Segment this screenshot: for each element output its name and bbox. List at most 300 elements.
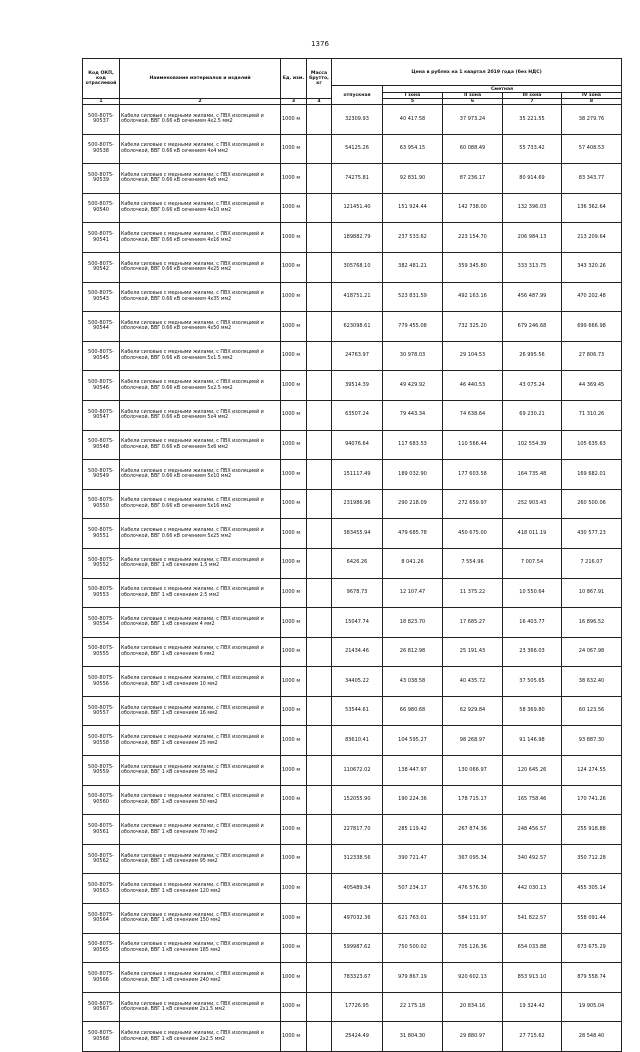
row-name: Кабели силовые с медными жилами, с ПВХ изоляцией и оболочкой, ВВГ 0.66 кВ сечением 5х25 мм2 <box>120 519 281 549</box>
row-unit: 1000 м <box>281 992 307 1022</box>
row-zone-3-price: 418 011.19 <box>503 519 562 549</box>
row-zone-1-price: 30 978.03 <box>383 341 443 371</box>
table-row <box>83 193 622 223</box>
row-release-price: 121451.40 <box>332 193 383 223</box>
row-zone-1-price: 621 763.01 <box>383 904 443 934</box>
row-unit: 1000 м <box>281 489 307 519</box>
row-zone-3-price: 340 492.57 <box>503 844 562 874</box>
row-zone-1-price: 237 533.62 <box>383 223 443 253</box>
header-price-group: Цена в рублях на 1 квартал 2019 года (без НДС) <box>332 59 622 86</box>
row-zone-1-price: 979 867.19 <box>383 963 443 993</box>
row-code: 500-8075-90544 <box>83 312 120 342</box>
row-unit: 1000 м <box>281 252 307 282</box>
header-estimate: Сметная <box>383 86 622 93</box>
row-unit: 1000 м <box>281 726 307 756</box>
table-row <box>83 992 622 1022</box>
row-release-price: 15047.74 <box>332 608 383 638</box>
row-zone-2-price: 110 566.44 <box>443 430 503 460</box>
row-release-price: 53544.61 <box>332 696 383 726</box>
row-release-price: 151117.49 <box>332 460 383 490</box>
row-code: 500-8075-90557 <box>83 696 120 726</box>
header-name: Наименование материалов и изделий <box>120 59 281 99</box>
row-code: 500-8075-90545 <box>83 341 120 371</box>
row-code: 500-8075-90565 <box>83 933 120 963</box>
table-row <box>83 223 622 253</box>
row-zone-4-price: 60 123.56 <box>562 696 622 726</box>
table-row <box>83 904 622 934</box>
row-code: 500-8075-90551 <box>83 519 120 549</box>
row-release-price: 6426.26 <box>332 548 383 578</box>
row-mass <box>307 608 332 638</box>
row-unit: 1000 м <box>281 578 307 608</box>
row-release-price: 39514.39 <box>332 371 383 401</box>
row-mass <box>307 578 332 608</box>
row-zone-3-price: 23 366.03 <box>503 637 562 667</box>
row-unit: 1000 м <box>281 696 307 726</box>
row-mass <box>307 785 332 815</box>
row-zone-2-price: 11 375.22 <box>443 578 503 608</box>
row-mass <box>307 904 332 934</box>
row-name: Кабели силовые с медными жилами, с ПВХ изоляцией и оболочкой, ВВГ 1 кВ сечением 70 мм2 <box>120 815 281 845</box>
row-name: Кабели силовые с медными жилами, с ПВХ изоляцией и оболочкой, ВВГ 1 кВ сечением 1.5 мм2 <box>120 548 281 578</box>
row-name: Кабели силовые с медными жилами, с ПВХ изоляцией и оболочкой, ВВГ 0.66 кВ сечением 5х1.5 мм2 <box>120 341 281 371</box>
row-code: 500-8075-90541 <box>83 223 120 253</box>
row-code: 500-8075-90546 <box>83 371 120 401</box>
row-zone-1-price: 12 107.47 <box>383 578 443 608</box>
row-zone-3-price: 80 914.69 <box>503 164 562 194</box>
row-zone-1-price: 18 823.70 <box>383 608 443 638</box>
table-row <box>83 519 622 549</box>
column-number-cell: 5 <box>383 99 443 105</box>
row-zone-2-price: 705 126.36 <box>443 933 503 963</box>
row-zone-4-price: 38 279.76 <box>562 105 622 135</box>
row-release-price: 312338.56 <box>332 844 383 874</box>
row-zone-2-price: 29 880.97 <box>443 1022 503 1052</box>
row-zone-2-price: 60 088.49 <box>443 134 503 164</box>
row-unit: 1000 м <box>281 1022 307 1052</box>
row-mass <box>307 489 332 519</box>
table-row <box>83 371 622 401</box>
table-row <box>83 578 622 608</box>
row-zone-1-price: 117 683.53 <box>383 430 443 460</box>
row-zone-4-price: 24 067.98 <box>562 637 622 667</box>
row-zone-4-price: 260 500.06 <box>562 489 622 519</box>
row-code: 500-8075-90566 <box>83 963 120 993</box>
table-row <box>83 430 622 460</box>
row-code: 500-8075-90563 <box>83 874 120 904</box>
row-mass <box>307 341 332 371</box>
row-zone-3-price: 37 505.65 <box>503 667 562 697</box>
header-zone-2: II зона <box>443 93 503 99</box>
row-name: Кабели силовые с медными жилами, с ПВХ изоляцией и оболочкой, ВВГ 1 кВ сечением 6 мм2 <box>120 637 281 667</box>
row-zone-3-price: 165 758.46 <box>503 785 562 815</box>
row-name: Кабели силовые с медными жилами, с ПВХ изоляцией и оболочкой, ВВГ 1 кВ сечением 2х2.5 мм2 <box>120 1022 281 1052</box>
row-zone-4-price: 57 408.53 <box>562 134 622 164</box>
row-unit: 1000 м <box>281 134 307 164</box>
table-row <box>83 874 622 904</box>
row-release-price: 94076.64 <box>332 430 383 460</box>
row-mass <box>307 105 332 135</box>
header-zone-3: III зона <box>503 93 562 99</box>
row-mass <box>307 756 332 786</box>
row-release-price: 110672.02 <box>332 756 383 786</box>
row-zone-4-price: 213 209.64 <box>562 223 622 253</box>
row-name: Кабели силовые с медными жилами, с ПВХ изоляцией и оболочкой, ВВГ 0.66 кВ сечением 4х35 мм2 <box>120 282 281 312</box>
row-zone-3-price: 333 313.75 <box>503 252 562 282</box>
row-code: 500-8075-90554 <box>83 608 120 638</box>
row-unit: 1000 м <box>281 519 307 549</box>
column-number-cell: 7 <box>503 99 562 105</box>
row-name: Кабели силовые с медными жилами, с ПВХ изоляцией и оболочкой, ВВГ 1 кВ сечением 120 мм2 <box>120 874 281 904</box>
row-zone-1-price: 49 429.92 <box>383 371 443 401</box>
row-zone-2-price: 223 154.70 <box>443 223 503 253</box>
row-mass <box>307 252 332 282</box>
row-zone-1-price: 63 954.15 <box>383 134 443 164</box>
row-release-price: 783323.67 <box>332 963 383 993</box>
row-unit: 1000 м <box>281 400 307 430</box>
row-zone-3-price: 654 033.88 <box>503 933 562 963</box>
row-release-price: 152055.90 <box>332 785 383 815</box>
table-row <box>83 933 622 963</box>
row-zone-4-price: 7 216.07 <box>562 548 622 578</box>
row-zone-2-price: 359 345.80 <box>443 252 503 282</box>
row-zone-1-price: 40 417.58 <box>383 105 443 135</box>
row-unit: 1000 м <box>281 548 307 578</box>
row-zone-1-price: 66 980.68 <box>383 696 443 726</box>
table-row <box>83 696 622 726</box>
row-code: 500-8075-90562 <box>83 844 120 874</box>
row-mass <box>307 282 332 312</box>
table-row <box>83 341 622 371</box>
row-release-price: 383455.94 <box>332 519 383 549</box>
header-code: Код ОКП, код отраслевой <box>83 59 120 99</box>
row-zone-3-price: 58 369.80 <box>503 696 562 726</box>
row-mass <box>307 667 332 697</box>
row-name: Кабели силовые с медными жилами, с ПВХ изоляцией и оболочкой, ВВГ 1 кВ сечением 25 мм2 <box>120 726 281 756</box>
row-release-price: 17726.95 <box>332 992 383 1022</box>
row-zone-4-price: 430 577.23 <box>562 519 622 549</box>
row-zone-2-price: 272 659.97 <box>443 489 503 519</box>
row-zone-1-price: 138 447.97 <box>383 756 443 786</box>
table-row <box>83 312 622 342</box>
table-row <box>83 815 622 845</box>
row-zone-4-price: 136 362.64 <box>562 193 622 223</box>
row-unit: 1000 м <box>281 371 307 401</box>
row-release-price: 405489.34 <box>332 874 383 904</box>
row-name: Кабели силовые с медными жилами, с ПВХ изоляцией и оболочкой, ВВГ 0.66 кВ сечением 4х4 мм2 <box>120 134 281 164</box>
row-unit: 1000 м <box>281 282 307 312</box>
table-row <box>83 1022 622 1052</box>
row-release-price: 189882.79 <box>332 223 383 253</box>
row-zone-4-price: 38 632.40 <box>562 667 622 697</box>
row-mass <box>307 1022 332 1052</box>
row-zone-3-price: 442 030.13 <box>503 874 562 904</box>
row-zone-2-price: 98 268.97 <box>443 726 503 756</box>
row-release-price: 623098.61 <box>332 312 383 342</box>
row-code: 500-8075-90547 <box>83 400 120 430</box>
row-name: Кабели силовые с медными жилами, с ПВХ изоляцией и оболочкой, ВВГ 0.66 кВ сечением 4х2.5 мм2 <box>120 105 281 135</box>
row-code: 500-8075-90555 <box>83 637 120 667</box>
header-mass: Масса брутто, кг <box>307 59 332 99</box>
row-zone-3-price: 69 230.21 <box>503 400 562 430</box>
row-zone-2-price: 46 440.53 <box>443 371 503 401</box>
row-mass <box>307 874 332 904</box>
row-zone-3-price: 541 822.57 <box>503 904 562 934</box>
row-zone-4-price: 343 320.26 <box>562 252 622 282</box>
table-row <box>83 400 622 430</box>
row-mass <box>307 164 332 194</box>
row-zone-2-price: 367 095.34 <box>443 844 503 874</box>
row-unit: 1000 м <box>281 874 307 904</box>
row-release-price: 231986.96 <box>332 489 383 519</box>
table-row <box>83 164 622 194</box>
row-zone-4-price: 169 682.01 <box>562 460 622 490</box>
row-zone-2-price: 25 191.43 <box>443 637 503 667</box>
row-zone-1-price: 382 481.21 <box>383 252 443 282</box>
row-zone-2-price: 20 834.16 <box>443 992 503 1022</box>
row-mass <box>307 992 332 1022</box>
row-zone-4-price: 27 806.73 <box>562 341 622 371</box>
row-name: Кабели силовые с медными жилами, с ПВХ изоляцией и оболочкой, ВВГ 0.66 кВ сечением 4х16 мм2 <box>120 223 281 253</box>
row-code: 500-8075-90552 <box>83 548 120 578</box>
row-zone-4-price: 19 905.04 <box>562 992 622 1022</box>
row-mass <box>307 134 332 164</box>
row-zone-4-price: 44 369.45 <box>562 371 622 401</box>
column-number-cell: 3 <box>281 99 307 105</box>
row-zone-2-price: 40 435.72 <box>443 667 503 697</box>
row-zone-2-price: 177 603.58 <box>443 460 503 490</box>
row-unit: 1000 м <box>281 667 307 697</box>
row-zone-4-price: 673 675.29 <box>562 933 622 963</box>
row-name: Кабели силовые с медными жилами, с ПВХ изоляцией и оболочкой, ВВГ 1 кВ сечением 150 мм2 <box>120 904 281 934</box>
row-code: 500-8075-90568 <box>83 1022 120 1052</box>
row-mass <box>307 637 332 667</box>
row-zone-1-price: 285 119.42 <box>383 815 443 845</box>
column-number-cell: 8 <box>562 99 622 105</box>
table-row <box>83 489 622 519</box>
row-release-price: 83610.41 <box>332 726 383 756</box>
row-mass <box>307 963 332 993</box>
row-zone-1-price: 151 924.44 <box>383 193 443 223</box>
row-zone-3-price: 26 995.56 <box>503 341 562 371</box>
table-row <box>83 460 622 490</box>
row-zone-3-price: 7 007.54 <box>503 548 562 578</box>
row-zone-4-price: 879 558.74 <box>562 963 622 993</box>
table-row <box>83 548 622 578</box>
row-zone-1-price: 104 595.27 <box>383 726 443 756</box>
row-zone-4-price: 71 310.26 <box>562 400 622 430</box>
row-code: 500-8075-90539 <box>83 164 120 194</box>
row-name: Кабели силовые с медными жилами, с ПВХ изоляцией и оболочкой, ВВГ 1 кВ сечением 95 мм2 <box>120 844 281 874</box>
row-zone-1-price: 479 685.78 <box>383 519 443 549</box>
row-mass <box>307 844 332 874</box>
row-code: 500-8075-90567 <box>83 992 120 1022</box>
row-zone-4-price: 93 887.30 <box>562 726 622 756</box>
row-zone-1-price: 779 455.08 <box>383 312 443 342</box>
column-number-cell: 6 <box>443 99 503 105</box>
row-unit: 1000 м <box>281 608 307 638</box>
row-release-price: 54125.26 <box>332 134 383 164</box>
row-zone-1-price: 290 218.09 <box>383 489 443 519</box>
row-name: Кабели силовые с медными жилами, с ПВХ изоляцией и оболочкой, ВВГ 0.66 кВ сечением 5х4 мм2 <box>120 400 281 430</box>
row-zone-1-price: 523 831.59 <box>383 282 443 312</box>
table-row <box>83 134 622 164</box>
row-name: Кабели силовые с медными жилами, с ПВХ изоляцией и оболочкой, ВВГ 0.66 кВ сечением 4х10 мм2 <box>120 193 281 223</box>
row-name: Кабели силовые с медными жилами, с ПВХ изоляцией и оболочкой, ВВГ 0.66 кВ сечением 4х6 мм2 <box>120 164 281 194</box>
row-code: 500-8075-90561 <box>83 815 120 845</box>
row-unit: 1000 м <box>281 312 307 342</box>
row-zone-1-price: 79 443.34 <box>383 400 443 430</box>
row-zone-3-price: 206 984.13 <box>503 223 562 253</box>
header-zone-1: I зона <box>383 93 443 99</box>
row-zone-4-price: 83 343.77 <box>562 164 622 194</box>
row-zone-4-price: 28 548.40 <box>562 1022 622 1052</box>
table-row <box>83 637 622 667</box>
row-zone-2-price: 74 638.64 <box>443 400 503 430</box>
row-zone-3-price: 248 456.57 <box>503 815 562 845</box>
price-table <box>82 58 622 1052</box>
row-zone-1-price: 43 038.58 <box>383 667 443 697</box>
table-row <box>83 756 622 786</box>
row-unit: 1000 м <box>281 341 307 371</box>
row-zone-4-price: 124 274.55 <box>562 756 622 786</box>
row-zone-4-price: 558 091.44 <box>562 904 622 934</box>
row-mass <box>307 548 332 578</box>
row-zone-2-price: 920 602.13 <box>443 963 503 993</box>
row-zone-2-price: 62 929.84 <box>443 696 503 726</box>
row-release-price: 21434.46 <box>332 637 383 667</box>
row-zone-3-price: 16 403.77 <box>503 608 562 638</box>
row-name: Кабели силовые с медными жилами, с ПВХ изоляцией и оболочкой, ВВГ 1 кВ сечением 16 мм2 <box>120 696 281 726</box>
row-zone-3-price: 91 146.98 <box>503 726 562 756</box>
row-code: 500-8075-90548 <box>83 430 120 460</box>
row-zone-4-price: 470 202.48 <box>562 282 622 312</box>
row-name: Кабели силовые с медными жилами, с ПВХ изоляцией и оболочкой, ВВГ 1 кВ сечением 240 мм2 <box>120 963 281 993</box>
row-zone-2-price: 450 675.00 <box>443 519 503 549</box>
row-zone-3-price: 164 735.48 <box>503 460 562 490</box>
row-mass <box>307 193 332 223</box>
row-unit: 1000 м <box>281 815 307 845</box>
row-name: Кабели силовые с медными жилами, с ПВХ изоляцией и оболочкой, ВВГ 0.66 кВ сечением 5х6 мм2 <box>120 430 281 460</box>
row-code: 500-8075-90559 <box>83 756 120 786</box>
row-zone-2-price: 130 066.97 <box>443 756 503 786</box>
table-row <box>83 252 622 282</box>
row-code: 500-8075-90542 <box>83 252 120 282</box>
table-row <box>83 105 622 135</box>
table-row <box>83 608 622 638</box>
row-zone-4-price: 170 741.26 <box>562 785 622 815</box>
row-zone-1-price: 190 224.36 <box>383 785 443 815</box>
row-zone-3-price: 102 554.39 <box>503 430 562 460</box>
row-unit: 1000 м <box>281 785 307 815</box>
row-zone-3-price: 43 075.24 <box>503 371 562 401</box>
row-code: 500-8075-90556 <box>83 667 120 697</box>
row-zone-3-price: 120 645.26 <box>503 756 562 786</box>
row-name: Кабели силовые с медными жилами, с ПВХ изоляцией и оболочкой, ВВГ 1 кВ сечением 35 мм2 <box>120 756 281 786</box>
row-name: Кабели силовые с медными жилами, с ПВХ изоляцией и оболочкой, ВВГ 0.66 кВ сечением 5х2.5 мм2 <box>120 371 281 401</box>
row-release-price: 34405.22 <box>332 667 383 697</box>
row-name: Кабели силовые с медными жилами, с ПВХ изоляцией и оболочкой, ВВГ 1 кВ сечением 50 мм2 <box>120 785 281 815</box>
row-unit: 1000 м <box>281 164 307 194</box>
row-mass <box>307 519 332 549</box>
row-zone-3-price: 55 733.42 <box>503 134 562 164</box>
row-unit: 1000 м <box>281 223 307 253</box>
header-unit: Ед. изм. <box>281 59 307 99</box>
row-zone-4-price: 350 712.28 <box>562 844 622 874</box>
row-zone-3-price: 27 715.62 <box>503 1022 562 1052</box>
row-code: 500-8075-90538 <box>83 134 120 164</box>
row-zone-2-price: 17 685.27 <box>443 608 503 638</box>
row-unit: 1000 м <box>281 904 307 934</box>
row-unit: 1000 м <box>281 963 307 993</box>
row-zone-2-price: 476 576.30 <box>443 874 503 904</box>
row-release-price: 32309.93 <box>332 105 383 135</box>
table-row <box>83 282 622 312</box>
row-zone-3-price: 853 913.10 <box>503 963 562 993</box>
row-zone-1-price: 750 500.02 <box>383 933 443 963</box>
row-zone-2-price: 29 104.53 <box>443 341 503 371</box>
row-zone-3-price: 132 396.03 <box>503 193 562 223</box>
row-code: 500-8075-90549 <box>83 460 120 490</box>
column-number-cell: 2 <box>120 99 281 105</box>
row-name: Кабели силовые с медными жилами, с ПВХ изоляцией и оболочкой, ВВГ 0.66 кВ сечением 5х16 мм2 <box>120 489 281 519</box>
row-zone-2-price: 7 554.96 <box>443 548 503 578</box>
row-zone-4-price: 16 896.52 <box>562 608 622 638</box>
row-zone-4-price: 699 666.98 <box>562 312 622 342</box>
table-body <box>83 105 622 1052</box>
row-zone-1-price: 189 032.90 <box>383 460 443 490</box>
table-row <box>83 785 622 815</box>
row-code: 500-8075-90543 <box>83 282 120 312</box>
column-number-cell: 1 <box>83 99 120 105</box>
table-row <box>83 667 622 697</box>
row-name: Кабели силовые с медными жилами, с ПВХ изоляцией и оболочкой, ВВГ 1 кВ сечением 4 мм2 <box>120 608 281 638</box>
row-mass <box>307 400 332 430</box>
row-code: 500-8075-90537 <box>83 105 120 135</box>
row-release-price: 9678.73 <box>332 578 383 608</box>
row-zone-3-price: 252 903.43 <box>503 489 562 519</box>
row-release-price: 497032.36 <box>332 904 383 934</box>
row-name: Кабели силовые с медными жилами, с ПВХ изоляцией и оболочкой, ВВГ 0.66 кВ сечением 5х10 мм2 <box>120 460 281 490</box>
row-name: Кабели силовые с медными жилами, с ПВХ изоляцией и оболочкой, ВВГ 1 кВ сечением 2.5 мм2 <box>120 578 281 608</box>
row-zone-1-price: 8 041.26 <box>383 548 443 578</box>
row-mass <box>307 312 332 342</box>
row-zone-1-price: 390 721.47 <box>383 844 443 874</box>
row-code: 500-8075-90564 <box>83 904 120 934</box>
row-zone-4-price: 455 305.14 <box>562 874 622 904</box>
row-zone-2-price: 87 236.17 <box>443 164 503 194</box>
row-release-price: 305768.10 <box>332 252 383 282</box>
row-release-price: 74275.81 <box>332 164 383 194</box>
row-name: Кабели силовые с медными жилами, с ПВХ изоляцией и оболочкой, ВВГ 1 кВ сечением 2х1.5 мм2 <box>120 992 281 1022</box>
row-zone-2-price: 492 163.16 <box>443 282 503 312</box>
row-zone-2-price: 37 973.24 <box>443 105 503 135</box>
row-zone-2-price: 267 874.36 <box>443 815 503 845</box>
row-mass <box>307 371 332 401</box>
row-mass <box>307 460 332 490</box>
row-unit: 1000 м <box>281 756 307 786</box>
row-zone-3-price: 679 246.68 <box>503 312 562 342</box>
row-release-price: 25424.49 <box>332 1022 383 1052</box>
row-code: 500-8075-90540 <box>83 193 120 223</box>
row-mass <box>307 696 332 726</box>
row-mass <box>307 933 332 963</box>
row-mass <box>307 223 332 253</box>
row-zone-1-price: 31 804.30 <box>383 1022 443 1052</box>
row-code: 500-8075-90560 <box>83 785 120 815</box>
row-zone-2-price: 142 738.00 <box>443 193 503 223</box>
row-mass <box>307 726 332 756</box>
